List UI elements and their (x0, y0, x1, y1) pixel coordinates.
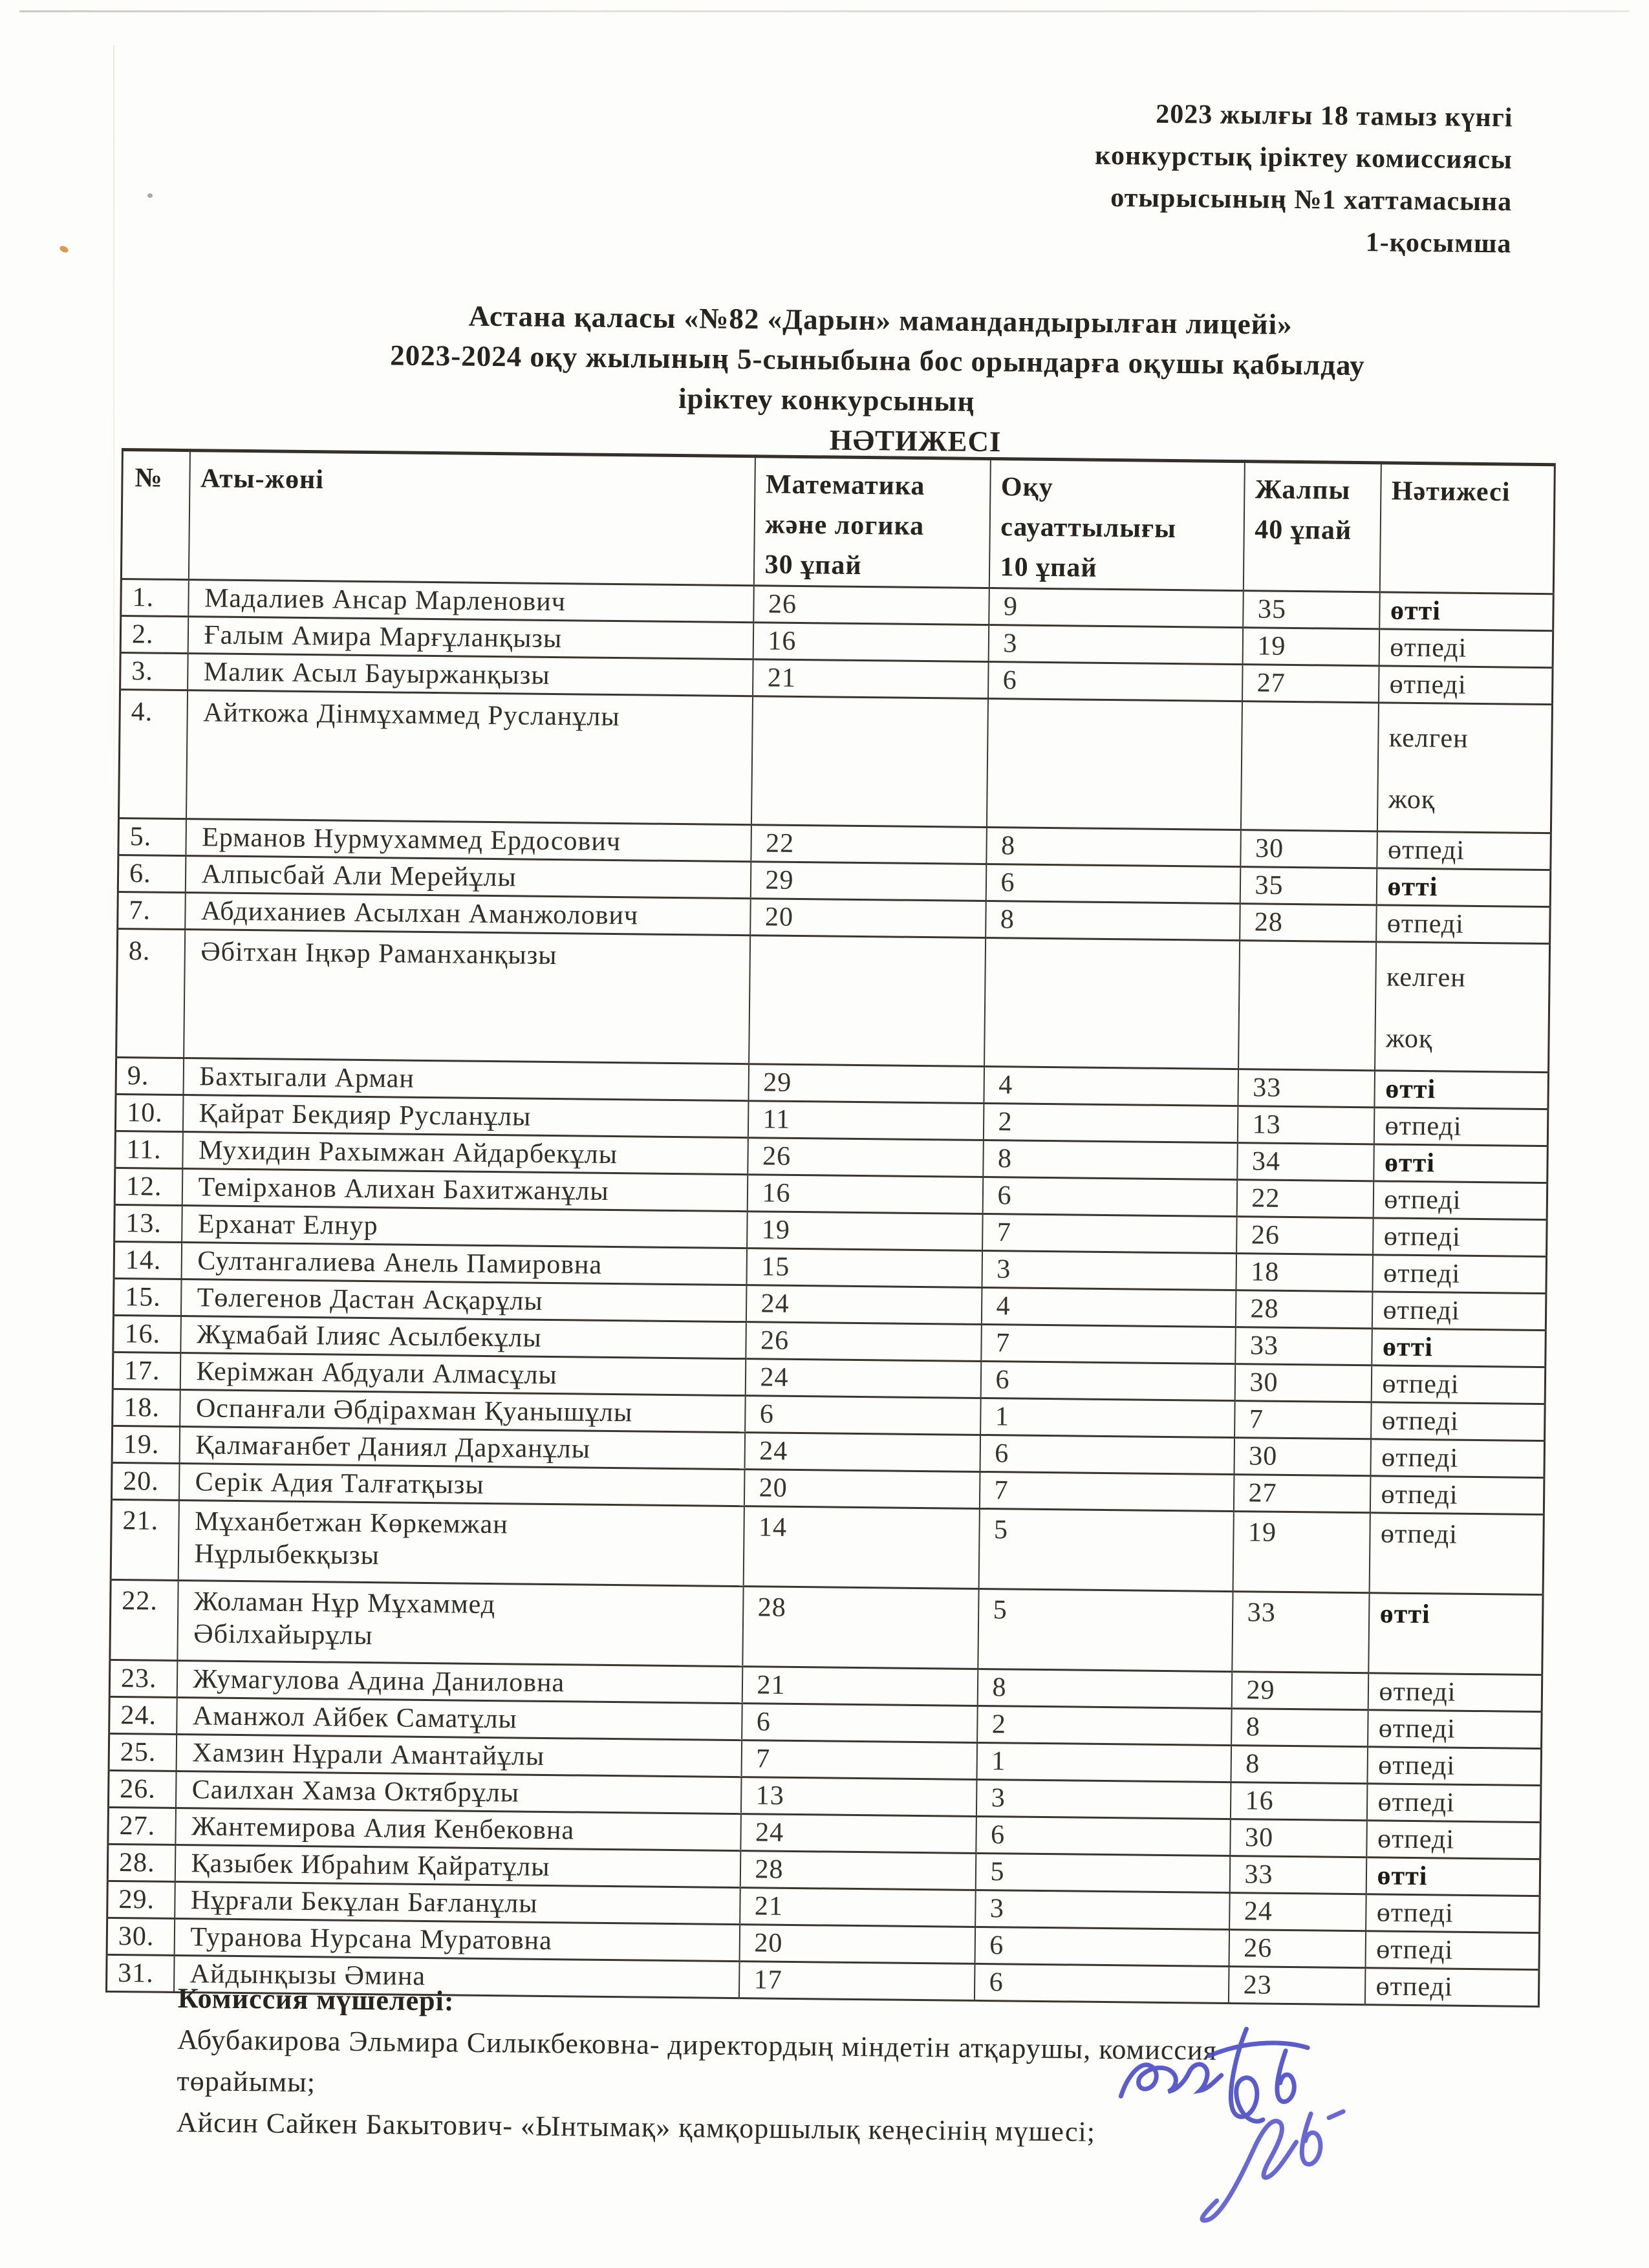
name-cell: Жантемирова Алия Кенбековна (175, 1808, 741, 1850)
name-cell: Оспанғали Әбдірахман Қуанышұлы (180, 1390, 746, 1433)
result-cell: келген жоқ (1377, 703, 1552, 833)
title-line: іріктеу конкурсының (678, 381, 975, 418)
reading-score-cell: 7 (979, 1471, 1234, 1511)
commission-heading: Комиссия мүшелері: (177, 1982, 455, 2017)
math-score-cell: 20 (739, 1925, 975, 1964)
math-score-cell: 21 (742, 1667, 978, 1706)
reading-score-cell: 6 (980, 1435, 1234, 1474)
math-score-cell: 24 (740, 1814, 976, 1854)
math-score-cell: 15 (746, 1248, 982, 1288)
name-cell: Серік Адия Талғатқызы (178, 1463, 744, 1506)
reading-score-cell: 6 (986, 864, 1240, 904)
math-score-cell: 26 (753, 586, 989, 625)
row-number-cell: 24. (109, 1696, 177, 1734)
math-score-cell: 16 (747, 1175, 983, 1214)
reading-score-cell: 4 (984, 1066, 1238, 1106)
name-cell: Туранова Нурсана Муратовна (174, 1918, 740, 1961)
math-score-cell: 16 (753, 623, 989, 662)
reading-score-cell: 6 (982, 1177, 1237, 1216)
results-body (106, 579, 1553, 2006)
math-score-cell: 13 (740, 1777, 976, 1817)
total-score-cell: 30 (1230, 1819, 1367, 1857)
row-number-cell: 31. (106, 1954, 174, 1992)
row-number-cell: 23. (109, 1660, 177, 1697)
math-score-cell: 6 (745, 1396, 981, 1435)
name-cell: Жоламан Нұр Мұхаммед Әбілхайырұлы (177, 1580, 743, 1666)
total-score-cell: 27 (1242, 665, 1379, 703)
math-score-cell: 7 (741, 1740, 977, 1780)
table-row (111, 1499, 1544, 1594)
table-row (119, 689, 1553, 833)
result-cell: өтпеді (1376, 905, 1551, 944)
row-number-cell: 1. (121, 579, 189, 616)
row-number-cell: 8. (116, 928, 185, 1058)
name-cell: Аманжол Айбек Саматұлы (177, 1697, 742, 1740)
total-score-cell: 35 (1240, 867, 1377, 905)
total-score-cell: 13 (1237, 1106, 1374, 1144)
name-cell: Төлегенов Дастан Асқарұлы (180, 1279, 746, 1322)
total-score-cell: 24 (1229, 1893, 1366, 1931)
result-cell: өтпеді (1378, 666, 1553, 705)
result-cell: өтті (1374, 1144, 1548, 1183)
name-cell: Айдынқызы Әмина (173, 1955, 739, 1998)
math-score-cell (749, 936, 986, 1067)
reading-score-cell: 1 (976, 1742, 1231, 1782)
math-score-cell: 17 (738, 1962, 975, 2001)
protocol-reference (878, 91, 1513, 265)
col-header-name: Аты-жөні (188, 451, 755, 586)
reading-score-cell: 3 (976, 1779, 1231, 1819)
result-cell: өтпеді (1365, 1931, 1540, 1970)
total-score-cell: 33 (1235, 1327, 1372, 1365)
col-header-result: Нәтижесі (1379, 463, 1555, 594)
total-score-cell: 27 (1233, 1475, 1370, 1513)
reading-score-cell: 6 (974, 1963, 1229, 2003)
row-number-cell: 14. (114, 1241, 182, 1279)
result-cell: өтпеді (1370, 1476, 1544, 1515)
math-score-cell: 24 (744, 1433, 980, 1472)
reading-score-cell: 6 (975, 1927, 1229, 1966)
result-cell: өтпеді (1367, 1747, 1542, 1786)
math-score-cell: 29 (748, 1064, 984, 1104)
reading-score-cell: 2 (983, 1103, 1238, 1142)
row-number-cell: 30. (107, 1918, 175, 1955)
result-cell: өтпеді (1371, 1365, 1546, 1404)
row-number-cell: 20. (111, 1462, 179, 1500)
result-cell: өтпеді (1370, 1439, 1545, 1478)
result-cell: өтпеді (1372, 1292, 1546, 1331)
reading-score-cell: 7 (982, 1214, 1237, 1253)
row-number-cell: 26. (108, 1770, 176, 1808)
commission-member-line: Абубакирова Эльмира Силыкбековна- директордың міндетін атқарушы, комиссия (177, 2024, 1218, 2066)
col-header-total: Жалпы 40 ұпай (1243, 462, 1381, 592)
total-score-cell: 30 (1240, 830, 1377, 868)
row-number-cell: 4. (119, 689, 188, 818)
name-cell: Нұрғали Бекұлан Бағланұлы (175, 1881, 740, 1924)
title-line: 2023-2024 оқу жылының 5-сыныбына бос орындарға оқушы қабылдау (389, 339, 1365, 382)
math-score-cell: 29 (750, 862, 986, 901)
name-cell: Саилхан Хамза Октябрұлы (175, 1771, 741, 1813)
name-cell: Жумагулова Адина Даниловна (177, 1660, 742, 1703)
reading-score-cell: 1 (980, 1398, 1235, 1437)
name-cell: Мұханбетжан Көркемжан Нұрлыбекқызы (178, 1500, 744, 1586)
result-cell: өтті (1368, 1593, 1543, 1675)
row-number-cell: 12. (114, 1168, 182, 1205)
row-number-cell: 21. (111, 1499, 178, 1580)
result-cell: өтпеді (1364, 1968, 1539, 2007)
math-score-cell: 6 (742, 1704, 978, 1743)
total-score-cell: 26 (1236, 1217, 1374, 1255)
reading-score-cell: 6 (988, 662, 1243, 701)
reading-score-cell: 6 (976, 1816, 1231, 1856)
name-cell: Абдиханиев Асылхан Аманжолович (185, 893, 751, 936)
result-cell: өтпеді (1366, 1894, 1540, 1933)
name-cell: Қайрат Бекдияр Русланұлы (182, 1095, 748, 1138)
name-cell: Мадалиев Ансар Марленович (188, 580, 754, 623)
total-score-cell: 33 (1229, 1856, 1366, 1894)
name-cell: Айткожа Дінмұхаммед Русланұлы (186, 690, 752, 825)
row-number-cell: 11. (115, 1131, 183, 1168)
name-cell: Ерханат Елнур (182, 1206, 748, 1248)
reading-score-cell: 2 (977, 1706, 1232, 1745)
row-number-cell: 9. (116, 1057, 184, 1095)
total-score-cell: 22 (1236, 1180, 1374, 1218)
total-score-cell: 33 (1238, 1069, 1375, 1107)
row-number-cell: 2. (120, 615, 188, 653)
result-cell: өтті (1372, 1329, 1546, 1367)
result-cell: өтпеді (1369, 1513, 1544, 1595)
name-cell: Ғалым Амира Марғұланқызы (188, 617, 753, 659)
total-score-cell: 18 (1236, 1254, 1373, 1292)
total-score-cell (1238, 941, 1376, 1071)
result-cell: өтпеді (1374, 1107, 1548, 1146)
row-number-cell: 3. (120, 652, 188, 690)
reading-score-cell: 8 (983, 1140, 1238, 1179)
header-row (121, 449, 1555, 594)
name-cell: Темірханов Алихан Бахитжанұлы (182, 1169, 748, 1212)
math-score-cell: 20 (744, 1470, 980, 1509)
row-number-cell: 27. (108, 1807, 176, 1845)
row-number-cell: 7. (118, 892, 186, 929)
col-header-reading: Оқу сауаттылығы 10 ұпай (989, 459, 1244, 591)
result-cell: өтті (1366, 1857, 1540, 1896)
reading-score-cell: 8 (986, 901, 1240, 941)
math-score-cell: 22 (751, 825, 987, 864)
table-row (110, 1579, 1543, 1674)
result-cell: өтпеді (1373, 1181, 1547, 1220)
total-score-cell: 35 (1243, 591, 1380, 629)
row-number-cell: 15. (113, 1278, 181, 1316)
row-number-cell: 16. (113, 1315, 181, 1353)
col-header-number: № (121, 449, 189, 579)
protocol-line: конкурстық іріктеу комиссиясы (1095, 140, 1513, 175)
row-number-cell: 6. (118, 855, 186, 892)
total-score-cell: 29 (1231, 1672, 1368, 1710)
total-score-cell: 33 (1232, 1592, 1369, 1673)
row-number-cell: 29. (107, 1881, 175, 1918)
result-cell: өтпеді (1379, 629, 1553, 668)
protocol-line: 1-қосымша (1365, 228, 1512, 259)
math-score-cell: 19 (747, 1212, 983, 1251)
protocol-line: 2023 жылғы 18 тамыз күнгі (1156, 99, 1513, 133)
math-score-cell: 26 (748, 1138, 984, 1177)
result-cell: өтпеді (1366, 1784, 1541, 1823)
reading-score-cell (986, 699, 1242, 830)
math-score-cell: 28 (742, 1587, 978, 1669)
name-cell: Бахтыгали Арман (183, 1058, 749, 1101)
name-cell: Малик Асыл Бауыржанқызы (188, 654, 753, 696)
row-number-cell: 17. (113, 1352, 180, 1389)
total-score-cell: 30 (1234, 1438, 1371, 1476)
reading-score-cell: 6 (980, 1361, 1235, 1400)
table-row (116, 928, 1550, 1072)
reading-score-cell (984, 938, 1240, 1069)
reading-score-cell: 3 (975, 1890, 1230, 1929)
row-number-cell: 25. (109, 1733, 177, 1771)
total-score-cell: 19 (1233, 1512, 1370, 1593)
reading-score-cell: 8 (986, 828, 1241, 867)
name-cell: Әбітхан Іңкәр Раманханқызы (184, 930, 750, 1064)
name-cell: Жұмабай Ілияс Асылбекұлы (180, 1316, 746, 1359)
result-cell: өтпеді (1366, 1821, 1541, 1859)
math-score-cell: 20 (750, 899, 986, 938)
math-score-cell (751, 696, 987, 828)
col-header-math: Математика және логика 30 ұпай (753, 456, 990, 588)
math-score-cell: 26 (746, 1322, 982, 1362)
math-score-cell: 21 (753, 659, 989, 699)
reading-score-cell: 9 (989, 588, 1244, 628)
math-score-cell: 21 (740, 1888, 976, 1927)
row-number-cell: 5. (118, 818, 186, 855)
math-score-cell: 11 (748, 1101, 984, 1140)
total-score-cell: 16 (1230, 1782, 1367, 1821)
reading-score-cell: 3 (982, 1250, 1236, 1290)
math-score-cell: 14 (743, 1506, 979, 1589)
row-number-cell: 22. (110, 1579, 178, 1660)
name-cell: Хамзин Нұрали Амантайұлы (176, 1734, 742, 1777)
reading-score-cell: 5 (978, 1589, 1233, 1671)
row-number-cell: 10. (115, 1094, 183, 1131)
reading-score-cell: 8 (977, 1669, 1232, 1708)
name-cell: Ерманов Нурмухаммед Ердосович (186, 819, 751, 862)
name-cell: Алпысбай Али Мерейұлы (185, 856, 751, 899)
name-cell: Султангалиева Анель Памировна (181, 1243, 747, 1285)
total-score-cell: 8 (1231, 1709, 1368, 1747)
commission-member-line: Айсин Сайкен Бакытович- «Ынтымақ» қамқоршылық кеңесінің мүшесі; (176, 2106, 1096, 2148)
name-cell: Қалмағанбет Даниял Дарханұлы (179, 1427, 745, 1470)
row-number-cell: 19. (112, 1426, 180, 1463)
name-cell: Қазыбек Ибраһим Қайратұлы (175, 1845, 740, 1887)
total-score-cell: 23 (1228, 1967, 1365, 2005)
result-cell: өтпеді (1368, 1710, 1542, 1749)
reading-score-cell: 7 (981, 1324, 1236, 1364)
result-cell: өтті (1379, 592, 1554, 631)
total-score-cell: 8 (1231, 1746, 1368, 1784)
row-number-cell: 13. (114, 1204, 182, 1242)
row-number-cell: 18. (113, 1389, 180, 1426)
total-score-cell: 26 (1229, 1930, 1366, 1968)
result-cell: өтпеді (1368, 1673, 1542, 1712)
result-cell: өтпеді (1372, 1255, 1547, 1294)
total-score-cell: 28 (1240, 904, 1377, 942)
result-cell: өтпеді (1373, 1218, 1547, 1257)
total-score-cell (1240, 701, 1378, 831)
total-score-cell: 19 (1242, 628, 1379, 666)
total-score-cell: 7 (1234, 1401, 1372, 1439)
reading-score-cell: 4 (981, 1287, 1236, 1327)
result-cell: келген жоқ (1375, 942, 1550, 1073)
result-cell: өтпеді (1371, 1402, 1546, 1441)
result-cell: өтпеді (1377, 831, 1551, 870)
total-score-cell: 28 (1235, 1290, 1372, 1329)
row-number-cell: 28. (107, 1844, 175, 1881)
page-title: НӘТИЖЕСІ (829, 423, 1002, 458)
title-line: Астана қаласы «№82 «Дарын» мамандандырылған лицейі» (468, 299, 1293, 341)
result-cell: өтті (1376, 868, 1551, 907)
signature-ink (1105, 2020, 1366, 2242)
name-cell: Керімжан Абдуали Алмасұлы (180, 1353, 746, 1396)
commission-member-line: төрайымы; (177, 2065, 316, 2099)
protocol-line: отырысының №1 хаттамасына (1110, 182, 1513, 217)
math-score-cell: 24 (746, 1285, 982, 1325)
reading-score-cell: 5 (978, 1508, 1233, 1591)
math-score-cell: 24 (745, 1359, 981, 1398)
results-table (105, 448, 1556, 2007)
document-title (123, 292, 1557, 467)
reading-score-cell: 3 (988, 625, 1243, 665)
total-score-cell: 30 (1234, 1364, 1372, 1402)
total-score-cell: 34 (1237, 1143, 1374, 1181)
name-cell: Мухидин Рахымжан Айдарбекұлы (182, 1132, 748, 1175)
reading-score-cell: 5 (975, 1853, 1230, 1892)
result-cell: өтті (1374, 1071, 1549, 1109)
math-score-cell: 28 (740, 1851, 976, 1890)
